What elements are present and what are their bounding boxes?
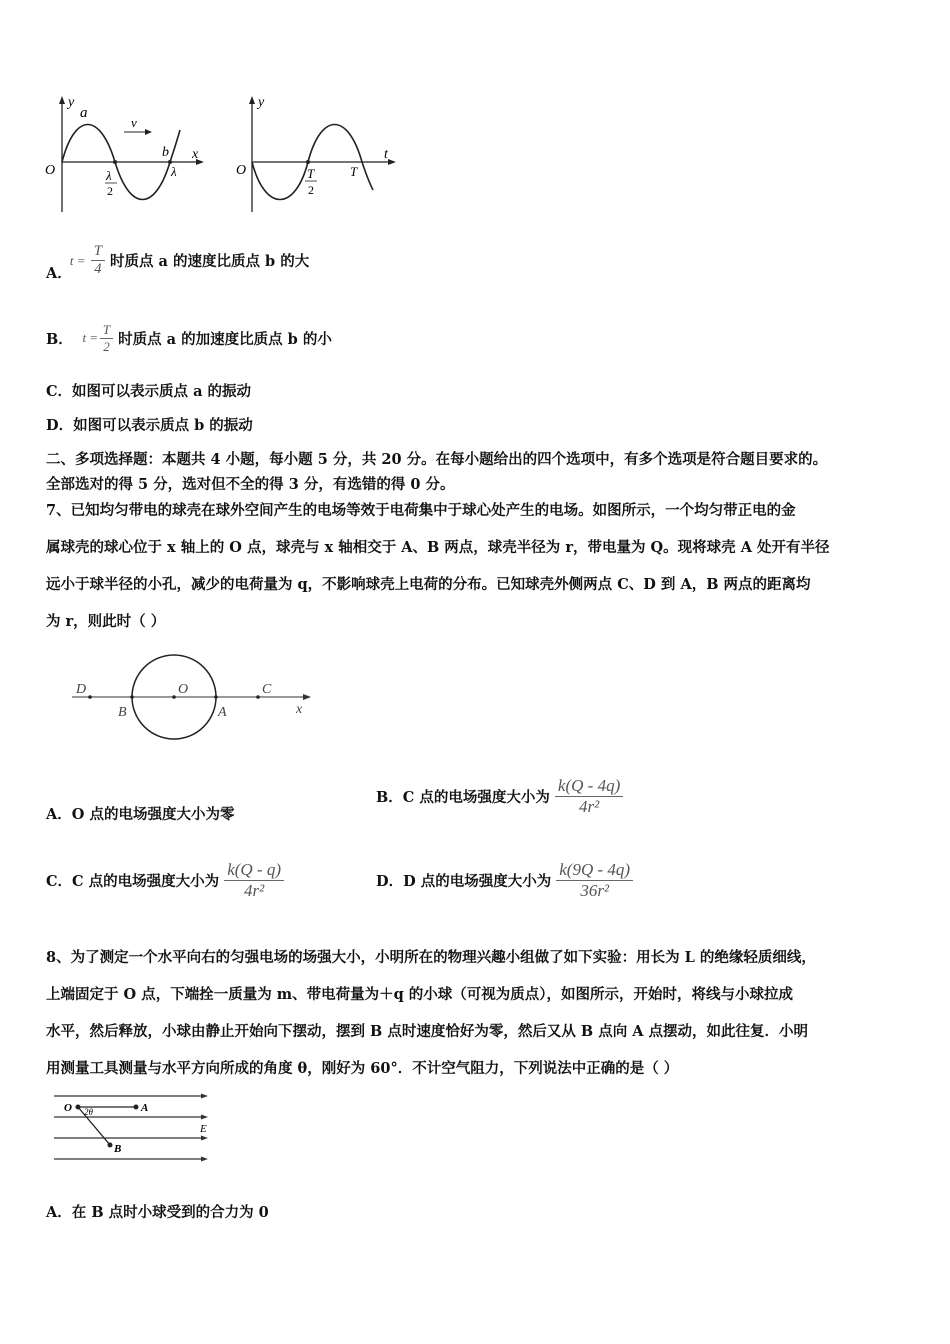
q8-pendulum-figure [52, 1090, 217, 1165]
q8-label-B: B [114, 1143, 122, 1155]
q7-label-B: B [118, 705, 127, 720]
q7-label-O: O [178, 682, 189, 697]
right-tick-full: T [350, 164, 358, 179]
q6-a-fraction: t = T 4 [91, 243, 105, 278]
right-tick-half-num: T [307, 166, 315, 181]
q7-label-D: D [76, 682, 87, 697]
q7-label-C: C [262, 682, 272, 697]
left-point-b: b [162, 145, 169, 160]
q6-option-c[interactable]: C．如图可以表示质点 a 的振动 [46, 383, 252, 400]
right-origin: O [236, 163, 247, 178]
right-y-label: y [258, 95, 265, 110]
q7-stem-line-1: 7、已知均匀带电的球壳在球外空间产生的电场等效于电荷集中于球心处产生的电场。如图所示，一个均匀带正电的金 [46, 502, 796, 519]
left-tick-half-den: 2 [107, 184, 113, 198]
q8-label-O: O [64, 1102, 72, 1114]
q7-label-A: A [218, 705, 227, 720]
q7-b-fraction: $\frac{k(Q - 4q)}{\text{4r²}}$ [555, 776, 623, 817]
left-y-label: y [68, 95, 75, 110]
q7-option-c[interactable]: C．C 点的电场强度大小为 $\frac{k(Q - q)}{\text{4r²}}$ [46, 860, 284, 901]
q7-label-x: x [296, 702, 303, 717]
q6-option-d[interactable]: D．如图可以表示质点 b 的振动 [46, 417, 253, 434]
q7-d-fraction: $\frac{k(9Q - 4q)}{\text{36r²}}$ [556, 860, 633, 901]
q6-option-b[interactable]: B． t = T 2 时质点 a 的加速度比质点 b 的小 [46, 322, 332, 354]
left-tick-full: λ [171, 164, 177, 179]
q8-label-A: A [141, 1102, 149, 1114]
right-tick-half-den: 2 [308, 183, 314, 197]
q7-option-b[interactable]: B．C 点的电场强度大小为 $\frac{k(Q - 4q)}{\text{4r²}}$ [376, 776, 623, 817]
q8-stem-line-3: 水平，然后释放，小球由静止开始向下摆动，摆到 B 点时速度恰好为零，然后又从 B 点向 A 点摆动，如此往复．小明 [46, 1023, 809, 1040]
q8-stem-line-2: 上端固定于 O 点，下端拴一质量为 m、带电荷量为＋q 的小球（可视为质点），如图所示，开始时，将线与小球拉成 [46, 986, 794, 1003]
q7-option-d[interactable]: D．D 点的电场强度大小为 $\frac{k(9Q - 4q)}{\text{36r²}}$ [376, 860, 633, 901]
q6-b-fraction: t = T 2 [100, 322, 113, 355]
q8-stem-line-4: 用测量工具测量与水平方向所成的角度 θ，刚好为 60°．不计空气阻力，下列说法中正确的是（ ） [46, 1060, 679, 1077]
q7-c-fraction: $\frac{k(Q - q)}{\text{4r²}}$ [224, 860, 284, 901]
q8-stem-line-1: 8、为了测定一个水平向右的匀强电场的场强大小，小明所在的物理兴趣小组做了如下实验：用长为 L 的绝缘轻质细线， [46, 949, 816, 966]
q7-stem-line-2: 属球壳的球心位于 x 轴上的 O 点，球壳与 x 轴相交于 A、B 两点，球壳半径为 r，带电量为 Q。现将球壳 A 处开有半径 [46, 539, 830, 556]
left-origin: O [45, 163, 56, 178]
right-x-label: t [384, 147, 388, 162]
q7-option-a[interactable]: A．O 点的电场强度大小为零 [46, 806, 235, 823]
wave-graph-left [45, 95, 204, 212]
q8-label-theta: 2θ [84, 1107, 93, 1117]
q7-sphere-figure [68, 650, 318, 745]
left-tick-half-num: λ [106, 168, 112, 183]
left-x-label: x [192, 147, 199, 162]
q8-label-E: E [200, 1123, 207, 1135]
wave-graphs-figure [40, 92, 400, 217]
left-point-a: a [80, 105, 88, 121]
section2-heading: 二、多项选择题：本题共 4 小题，每小题 5 分，共 20 分。在每小题给出的四个选项中，有多个选项是符合题目要求的。 [46, 451, 828, 468]
q7-stem-line-3: 远小于球半径的小孔，减少的电荷量为 q，不影响球壳上电荷的分布。已知球壳外侧两点 C、D 到 A，B 两点的距离均 [46, 576, 811, 593]
section2-heading-line2: 全部选对的得 5 分，选对但不全的得 3 分，有选错的得 0 分。 [46, 476, 455, 493]
left-velocity: v [131, 115, 137, 130]
q7-stem-line-4: 为 r，则此时（ ） [46, 613, 166, 630]
q8-option-a[interactable]: A．在 B 点时小球受到的合力为 0 [46, 1204, 269, 1221]
q6-option-a[interactable]: A． t = T 4 时质点 a 的速度比质点 b 的大 [46, 243, 310, 282]
wave-graph-right [236, 95, 396, 212]
